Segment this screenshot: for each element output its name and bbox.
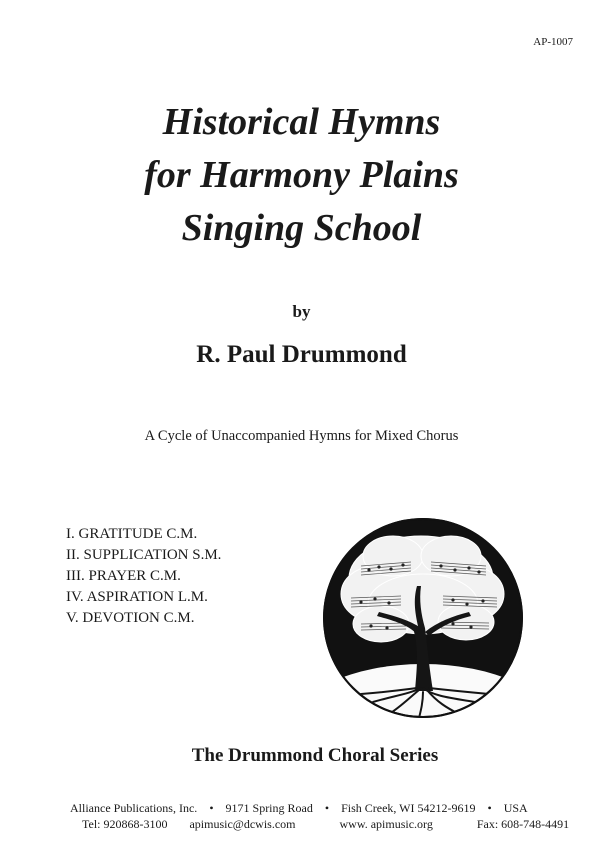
- country: USA: [503, 801, 528, 815]
- movement-item: II. SUPPLICATION S.M.: [66, 547, 222, 563]
- publisher-address-line: [70, 801, 528, 816]
- catalog-number: AP-1007: [533, 36, 573, 48]
- contact-line: [82, 817, 569, 832]
- movement-item: I. GRATITUDE C.M.: [66, 526, 198, 542]
- publisher-name: Alliance Publications, Inc.: [70, 801, 198, 815]
- by-label: by: [292, 302, 311, 321]
- title-line-3: Singing School: [181, 207, 422, 249]
- subtitle: A Cycle of Unaccompanied Hymns for Mixed Chorus: [144, 428, 459, 444]
- movement-list: [66, 524, 221, 629]
- composer-name: R. Paul Drummond: [196, 341, 407, 368]
- telephone: Tel: 920868-3100: [82, 817, 168, 831]
- bullet-separator: •: [209, 801, 214, 815]
- street-address: 9171 Spring Road: [225, 801, 313, 815]
- fax-number: Fax: 608-748-4491: [476, 817, 570, 831]
- bullet-separator: •: [324, 801, 330, 815]
- tree-of-music-emblem-icon: [321, 516, 525, 720]
- movement-item: V. DEVOTION C.M.: [66, 610, 195, 626]
- city-state-zip: Fish Creek, WI 54212-9619: [341, 801, 476, 815]
- title-line-2: for Harmony Plains: [144, 154, 459, 196]
- series-name: The Drummond Choral Series: [191, 745, 439, 766]
- website: www. apimusic.org: [339, 817, 433, 831]
- movement-item: IV. ASPIRATION L.M.: [66, 589, 208, 605]
- movement-item: III. PRAYER C.M.: [66, 568, 181, 584]
- bullet-separator: •: [487, 801, 492, 815]
- title-line-1: Historical Hymns: [162, 101, 441, 143]
- email-address: apimusic@dcwis.com: [189, 817, 296, 831]
